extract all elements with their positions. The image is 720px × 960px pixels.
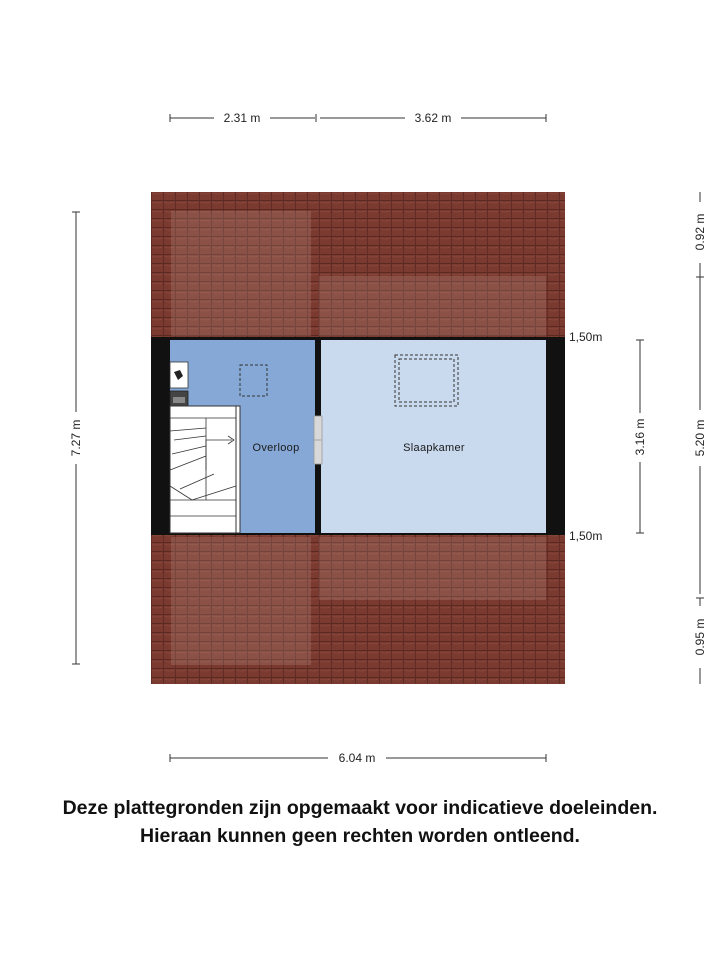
disclaimer-line-2: Hieraan kunnen geen rechten worden ontleend. — [140, 825, 580, 847]
dim-left: 7.27 m — [69, 419, 83, 457]
dim-top-right: 3.62 m — [414, 111, 452, 125]
dimension-top — [170, 111, 546, 125]
dim-top-left: 2.31 m — [223, 111, 261, 125]
dim-right-total: 5.20 m — [693, 419, 707, 457]
bedroom-area — [321, 340, 546, 533]
room-label-landing: Overloop — [252, 442, 300, 454]
dimension-right-outer — [693, 192, 707, 684]
dimension-left — [69, 212, 83, 664]
staircase — [170, 406, 240, 533]
utility-fixture — [170, 362, 188, 409]
dim-right-bottom: 0.95 m — [693, 618, 707, 656]
dim-right-inner: 3.16 m — [633, 418, 647, 456]
dimension-bottom — [170, 751, 546, 765]
height-marker-top: 1,50m — [569, 330, 603, 344]
dimension-right-inner — [633, 340, 647, 533]
dim-right-top: 0.92 m — [693, 213, 707, 251]
height-marker-bottom: 1,50m — [569, 529, 603, 543]
room-label-bedroom: Slaapkamer — [403, 442, 465, 454]
disclaimer-line-1: Deze plattegronden zijn opgemaakt voor indicatieve doeleinden. — [62, 797, 658, 819]
dim-bottom: 6.04 m — [338, 751, 376, 765]
